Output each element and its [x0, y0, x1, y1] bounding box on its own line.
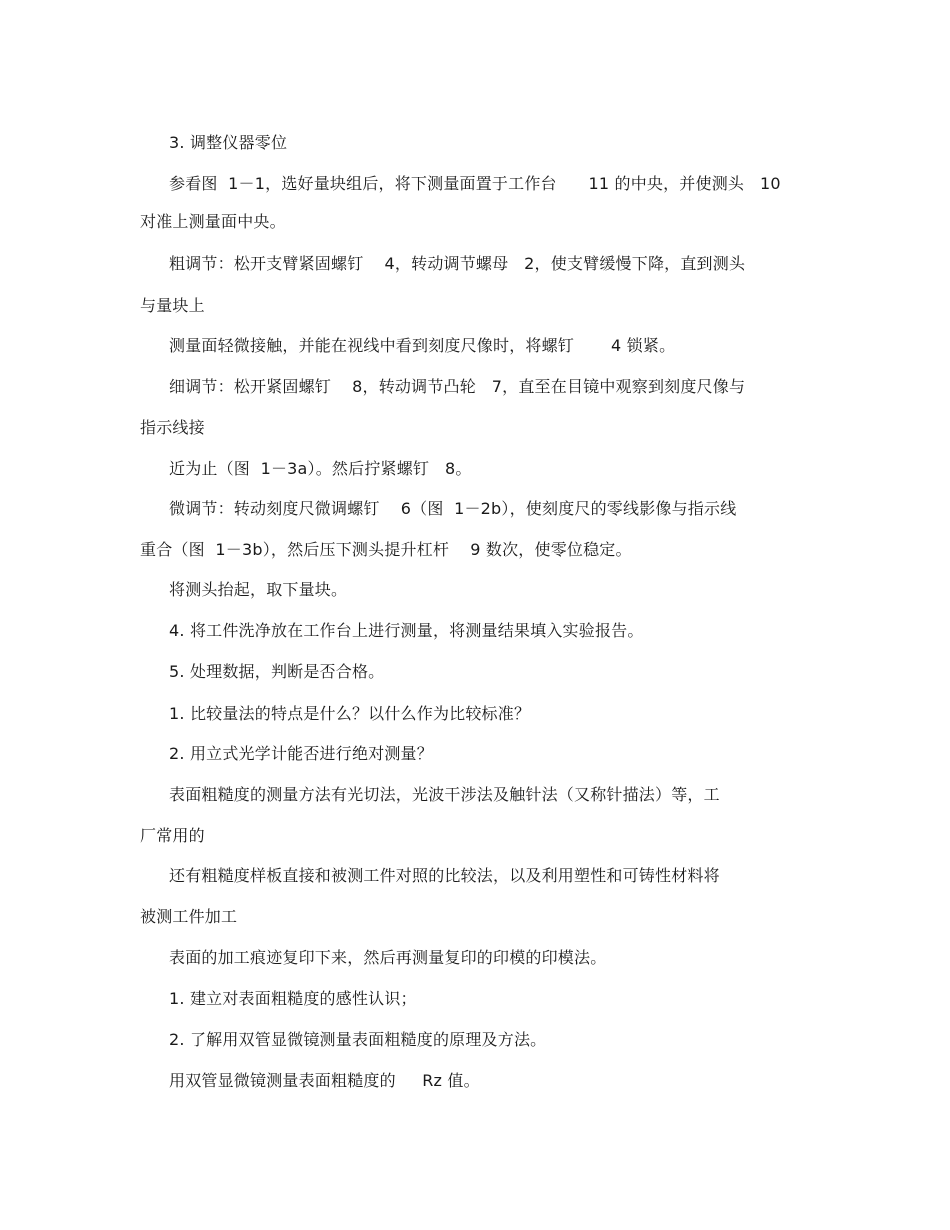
text-line-15: 1. 比较量法的特点是什么？以什么作为比较标准？ — [169, 704, 531, 723]
text-line-9: 近为止（图 1－3a）。然后拧紧螺钉 8。 — [169, 459, 472, 478]
text-line-8: 指示线接 — [140, 418, 205, 437]
text-line-4: 粗调节：松开支臂紧固螺钉 4，转动调节螺母 2，使支臂缓慢下降，直到测头 — [169, 254, 746, 273]
text-line-24: 用双管显微镜测量表面粗糙度的 Rz 值。 — [169, 1071, 480, 1090]
text-line-22: 1. 建立对表面粗糙度的感性认识； — [169, 989, 417, 1008]
text-line-23: 2. 了解用双管显微镜测量表面粗糙度的原理及方法。 — [169, 1030, 547, 1049]
text-line-5: 与量块上 — [140, 296, 205, 315]
text-line-20: 被测工件加工 — [140, 907, 238, 926]
text-line-21: 表面的加工痕迹复印下来，然后再测量复印的印模的印模法。 — [169, 948, 607, 967]
text-line-18: 厂常用的 — [140, 826, 205, 845]
text-line-12: 将测头抬起，取下量块。 — [169, 580, 348, 599]
text-line-11: 重合（图 1－3b），然后压下测头提升杠杆 9 数次，使零位稳定。 — [140, 540, 632, 559]
text-line-16: 2. 用立式光学计能否进行绝对测量？ — [169, 744, 433, 763]
text-line-17: 表面粗糙度的测量方法有光切法，光波干涉法及触针法（又称针描法）等，工 — [169, 785, 720, 804]
text-line-14: 5. 处理数据，判断是否合格。 — [169, 662, 385, 681]
text-line-10: 微调节：转动刻度尺微调螺钉 6（图 1－2b），使刻度尺的零线影像与指示线 — [169, 499, 737, 518]
text-line-1: 3. 调整仪器零位 — [169, 133, 288, 152]
text-line-13: 4. 将工件洗净放在工作台上进行测量，将测量结果填入实验报告。 — [169, 621, 644, 640]
text-line-7: 细调节：松开紧固螺钉 8，转动调节凸轮 7，直至在目镜中观察到刻度尺像与 — [169, 377, 746, 396]
text-line-19: 还有粗糙度样板直接和被测工件对照的比较法，以及利用塑性和可铸性材料将 — [169, 866, 720, 885]
text-line-3: 对准上测量面中央。 — [140, 212, 286, 231]
text-line-2: 参看图 1－1，选好量块组后，将下测量面置于工作台 11 的中央，并使测头 10 — [169, 174, 781, 193]
text-line-6: 测量面轻微接触，并能在视线中看到刻度尺像时，将螺钉 4 锁紧。 — [169, 336, 676, 355]
